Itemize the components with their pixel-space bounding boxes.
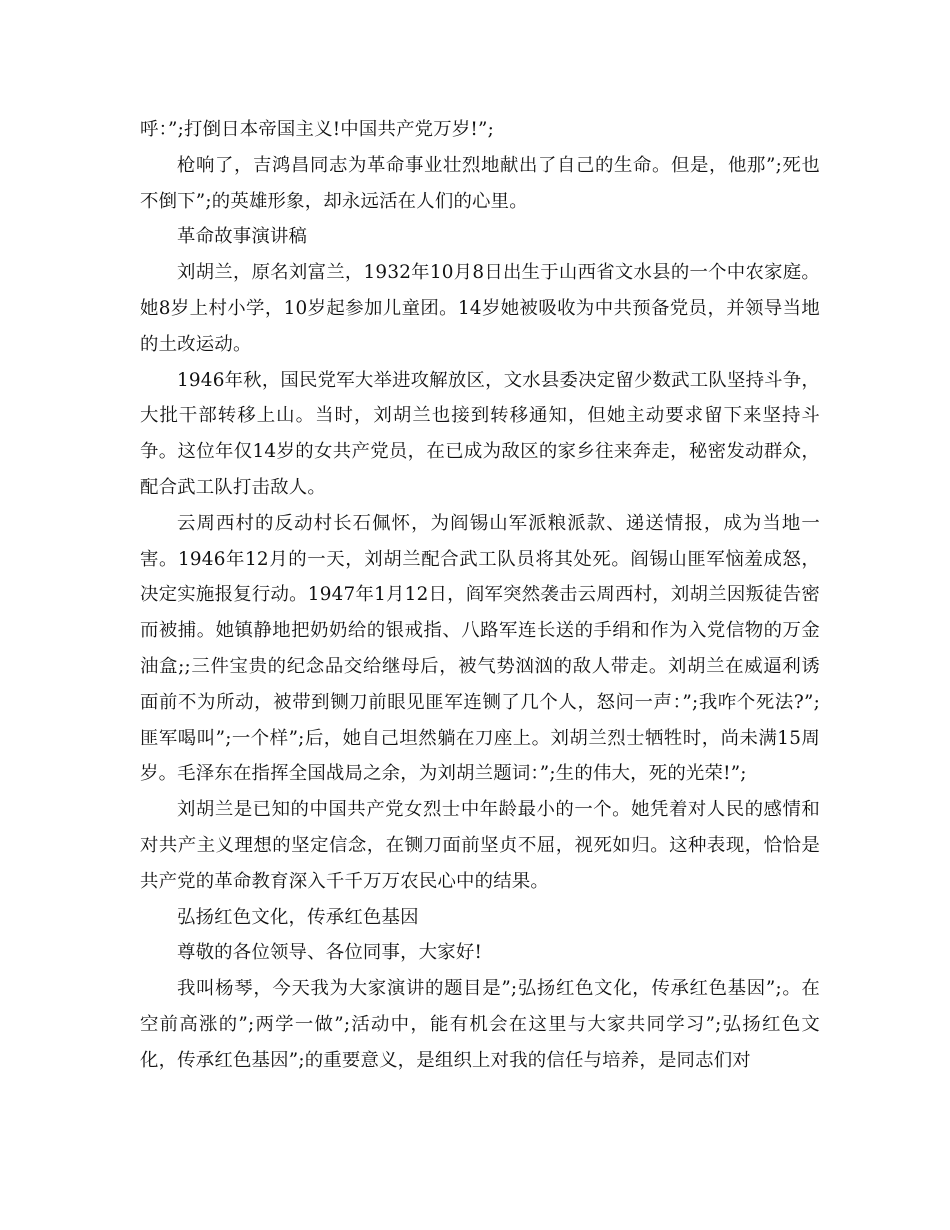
paragraph-liu-hulan-intro: 刘胡兰，原名刘富兰，1932年10月8日出生于山西省文水县的一个中农家庭。她8岁上村小学，10岁起参加儿童团。14岁她被吸收为中共预备党员，并领导当地的土改运动。: [140, 262, 820, 355]
section-heading-revolutionary-story: 革命故事演讲稿: [177, 226, 308, 248]
paragraph-speech-intro: 我叫杨琴，今天我为大家演讲的题目是”;弘扬红色文化，传承红色基因”;。在空前高涨的”;两学一做”;活动中，能有机会在这里与大家共同学习”;弘扬红色文化，传承红色基因”;的重要意义，是组织上对我的信任与培养，是同志们对: [140, 978, 820, 1071]
document-body: [140, 112, 820, 1079]
paragraph-continuation: 呼：”;打倒日本帝国主义!中国共产党万岁!”;: [140, 119, 495, 140]
paragraph-1946-autumn: 1946年秋，国民党军大举进攻解放区，文水县委决定留少数武工队坚持斗争，大批干部转移上山。当时，刘胡兰也接到转移通知，但她主动要求留下来坚持斗争。这位年仅14岁的女共产党员，在已成为敌区的家乡往来奔走，秘密发动群众，配合武工队打击敌人。: [140, 369, 820, 498]
section-heading-red-culture: 弘扬红色文化，传承红色基因: [177, 906, 419, 928]
paragraph-youngest-martyr: 刘胡兰是已知的中国共产党女烈士中年龄最小的一个。她凭着对人民的感情和对共产主义理想的坚定信念，在铡刀面前坚贞不屈，视死如归。这种表现，恰恰是共产党的革命教育深入千千万万农民心中的结果。: [140, 799, 820, 892]
paragraph-greeting: 尊敬的各位领导、各位同事，大家好!: [177, 942, 483, 964]
paragraph-yunzhouxi-village: 云周西村的反动村长石佩怀，为阎锡山军派粮派款、递送情报，成为当地一害。1946年12月的一天，刘胡兰配合武工队员将其处死。阎锡山匪军恼羞成怒，决定实施报复行动。1947年1月12日，阎军突然袭击云周西村，刘胡兰因叛徒告密而被捕。她镇静地把奶奶给的银戒指、八路军连长送的手绢和作为入党信物的万金油盒;;三件宝贵的纪念品交给继母后，被气势汹汹的敌人带走。刘胡兰在威逼利诱面前不为所动，被带到铡刀前眼见匪军连铡了几个人，怒问一声：”;我咋个死法?”;匪军喝叫”;一个样”;后，她自己坦然躺在刀座上。刘胡兰烈士牺牲时，尚未满15周岁。毛泽东在指挥全国战局之余，为刘胡兰题词：”;生的伟大，死的光荣!”;: [140, 512, 820, 785]
paragraph-ji-hongchang-death: 枪响了，吉鸿昌同志为革命事业壮烈地献出了自己的生命。但是，他那”;死也不倒下”;的英雄形象，却永远活在人们的心里。: [140, 154, 820, 212]
